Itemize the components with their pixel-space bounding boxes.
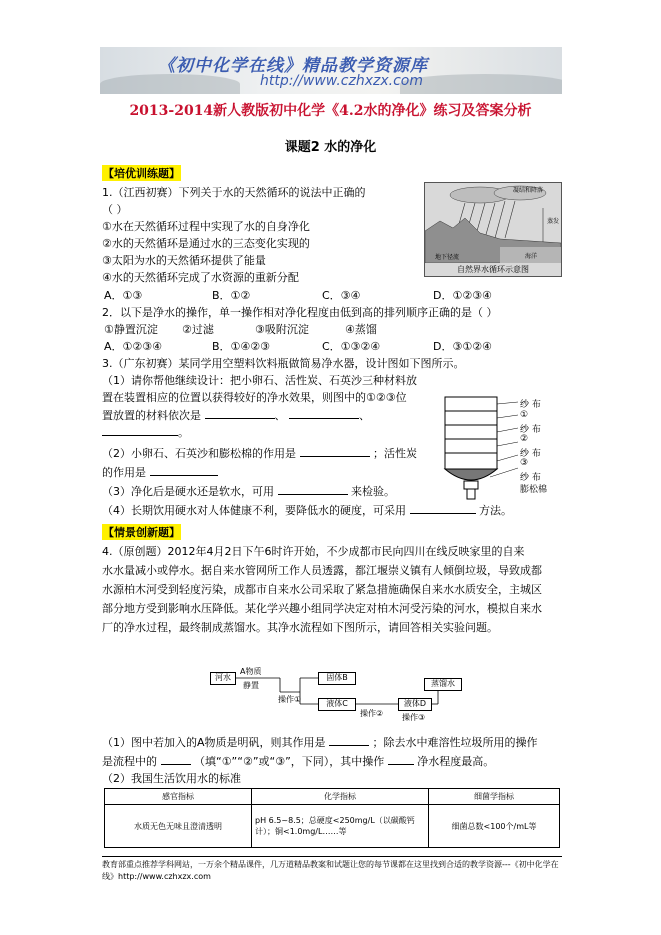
q1-option-4: ④水的天然循环完成了水资源的重新分配	[102, 271, 299, 284]
purifier-label: 纱 布	[520, 449, 541, 459]
answer-blank[interactable]	[278, 484, 348, 495]
mountain-shape	[400, 74, 562, 94]
header-banner	[100, 47, 562, 94]
flow-op3-label: 操作③	[402, 713, 426, 722]
q3-part2-text-c: 的作用是	[102, 466, 146, 479]
answer-blank[interactable]	[388, 754, 414, 765]
purifier-label: 膨松棉	[520, 485, 548, 495]
document-title: 2013-2014新人教版初中化学《4.2水的净化》练习及答案分析	[129, 103, 532, 119]
q4-part1-text: （1）图中若加入的A物质是明矾，则其作用是	[102, 736, 326, 749]
q3-part1-line4	[102, 425, 189, 439]
flow-liquid-d-box: 液体D	[398, 698, 432, 711]
q1-option-2: ②水的天然循环是通过水的三态变化实现的	[102, 237, 310, 250]
purifier-bottle-drawing	[440, 395, 520, 503]
q4-paragraph-line: 水源柏木河受到轻度污染，成都市自来水公司采取了紧急措施确保自来水水质安全，主城区	[102, 583, 542, 596]
banner-title: 《初中化学在线》精品教学资源库	[158, 56, 428, 76]
q1-option-3: ③太阳为水的天然循环提供了能量	[102, 254, 266, 267]
q2-op-4: ④蒸馏	[345, 323, 377, 336]
purification-flowchart	[210, 666, 460, 726]
table-cell: 细菌总数<100个/mL等	[429, 805, 560, 848]
q3-part2-line1	[102, 446, 417, 460]
q1-choice-d: D．①②③④	[433, 289, 492, 302]
figure-label: 蒸发	[547, 218, 560, 225]
q2-choice-c: C．①③②④	[322, 340, 381, 353]
q3-part4-text: （4）长期饮用硬水对人体健康不利，要降低水的硬度，可采用	[102, 504, 406, 517]
q4-part2: （2）我国生活饮用水的标准	[102, 772, 241, 785]
figure-caption: 自然界水循环示意图	[457, 265, 529, 274]
q1-stem: 1.（江西初赛）下列关于水的天然循环的说法中正确的	[102, 186, 366, 199]
q4-paragraph-line: 水水量减小或停水。据自来水管网所工作人员透露，都江堰崇义镇有人倾倒垃圾，导致成都	[102, 564, 542, 577]
table-header: 感官指标	[105, 789, 252, 805]
water-cycle-figure	[424, 182, 562, 277]
separator: 、	[274, 409, 286, 422]
q4-paragraph-line: 4.（原创题）2012年4月2日下午6时许开始，不少成都市民向四川在线反映家里的自来	[102, 545, 525, 558]
table-cell: 水质无色无味且澄清透明	[105, 805, 252, 848]
q3-part2-text: （2）小卵石、石英沙和膨松棉的作用是	[102, 447, 296, 460]
q3-part2-line2	[102, 465, 218, 479]
q3-part2-text-b: ；活性炭	[373, 447, 417, 460]
flow-add-label: A物质	[240, 667, 262, 676]
flow-solid-box: 固体B	[318, 672, 356, 685]
q1-paren: （ ）	[102, 203, 128, 216]
q4-part1-text-b: ；除去水中难溶性垃圾所用的操作	[372, 736, 538, 749]
q3-part1-line2: 置在装置相应的位置以获得较好的净水效果，则图中的①②③位	[102, 391, 407, 404]
q2-stem: 2．以下是净水的操作，单一操作相对净化程度由低到高的排列顺序正确的是（ ）	[102, 306, 498, 319]
q3-part3-text-b: 来检验。	[351, 485, 395, 498]
answer-blank[interactable]	[289, 408, 359, 419]
lesson-title: 课题2 水的净化	[284, 140, 377, 155]
figure-label: 地下径流	[435, 254, 460, 261]
drinking-water-standard-table	[104, 788, 560, 848]
section-tag-training: 【培优训练题】	[103, 167, 180, 180]
water-purifier-figure	[440, 395, 560, 503]
purifier-label: 纱 布	[520, 400, 541, 410]
q2-op-2: ②过滤	[182, 323, 214, 336]
q4-part1-text-d: （填“①”“②”或“③”，下同），其中操作	[194, 755, 385, 768]
q2-choice-a: A．①②③④	[104, 340, 162, 353]
q2-choice-b: B．①④②③	[212, 340, 270, 353]
q4-part1-line1	[102, 735, 538, 749]
purifier-label: ③	[520, 458, 529, 468]
answer-blank[interactable]	[410, 503, 476, 514]
q3-part1-line3	[102, 408, 370, 422]
q1-choice-a: A．①③	[104, 289, 143, 302]
q1-option-1: ①水在天然循环过程中实现了水的自身净化	[102, 220, 310, 233]
answer-blank[interactable]	[300, 446, 370, 457]
section-tag-creative: 【情景创新题】	[103, 526, 180, 539]
purifier-label: ①	[520, 410, 529, 420]
q1-choice-b: B．①②	[212, 289, 251, 302]
separator: 、	[359, 409, 370, 422]
q2-op-1: ①静置沉淀	[104, 323, 158, 336]
q3-part4	[102, 503, 512, 517]
q4-paragraph-line: 厂的净水过程，最终制成蒸馏水。其净水流程如下图所示，请回答相关实验问题。	[102, 621, 498, 634]
flow-distilled-box: 蒸馏水	[424, 678, 462, 691]
banner-url[interactable]: http://www.czhxzx.com	[260, 73, 423, 89]
figure-label: 凝结和降落	[513, 187, 544, 194]
table-header: 化学指标	[252, 789, 429, 805]
q3-part3-text: （3）净化后是硬水还是软水，可用	[102, 485, 274, 498]
water-cycle-drawing	[425, 183, 561, 263]
q3-part1-text: 置放置的材料依次是	[102, 409, 201, 422]
q2-choice-d: D．③①②④	[433, 340, 492, 353]
table-header-row	[105, 789, 560, 805]
purifier-label: 纱 布	[520, 425, 541, 435]
page-footer: 教育部重点推荐学科网站，一万余个精品课件，几万道精品教案和试题让您的每节课都在这里找到合适的教学资源---《初中化学在线》http://www.czhxzx.com	[102, 856, 562, 883]
q1-choice-c: C．③④	[322, 289, 361, 302]
q3-stem: 3.（广东初赛）某同学用空塑料饮料瓶做简易净水器，设计图如下图所示。	[102, 357, 465, 370]
answer-blank[interactable]	[161, 754, 191, 765]
table-header: 细菌学指标	[429, 789, 560, 805]
q4-part1-line2	[102, 754, 494, 768]
q2-op-3: ③吸附沉淀	[255, 323, 309, 336]
flow-liquid-c-box: 液体C	[318, 698, 356, 711]
flow-op1-label: 操作①	[278, 695, 302, 704]
answer-blank[interactable]	[205, 408, 275, 419]
answer-blank[interactable]	[102, 425, 178, 436]
q3-part4-text-b: 方法。	[479, 504, 512, 517]
q4-part1-text-c: 是流程中的	[102, 755, 157, 768]
figure-label: 海洋	[525, 253, 538, 260]
q4-part1-text-e: 净水程度最高。	[417, 755, 495, 768]
flow-settle-label: 静置	[243, 681, 259, 690]
purifier-label: 纱 布	[520, 473, 541, 483]
flow-river-box: 河水	[210, 672, 236, 685]
q3-part1-line1: （1）请你帮他继续设计：把小卵石、活性炭、石英沙三种材料放	[102, 374, 417, 387]
table-cell: pH 6.5~8.5；总硬度<250mg/L（以碳酸钙计）；铜<1.0mg/L……等	[252, 805, 429, 848]
end-mark: 。	[178, 426, 189, 439]
table-row	[105, 805, 560, 848]
flow-op2-label: 操作②	[360, 709, 384, 718]
answer-blank[interactable]	[329, 735, 369, 746]
q4-paragraph-line: 部分地方受到影响水压降低。某化学兴趣小组同学决定对柏木河受污染的河水，模拟自来水	[102, 602, 542, 615]
mountain-shape	[100, 74, 240, 94]
purifier-label: ②	[520, 434, 529, 444]
answer-blank[interactable]	[150, 465, 218, 476]
q3-part3	[102, 484, 395, 498]
